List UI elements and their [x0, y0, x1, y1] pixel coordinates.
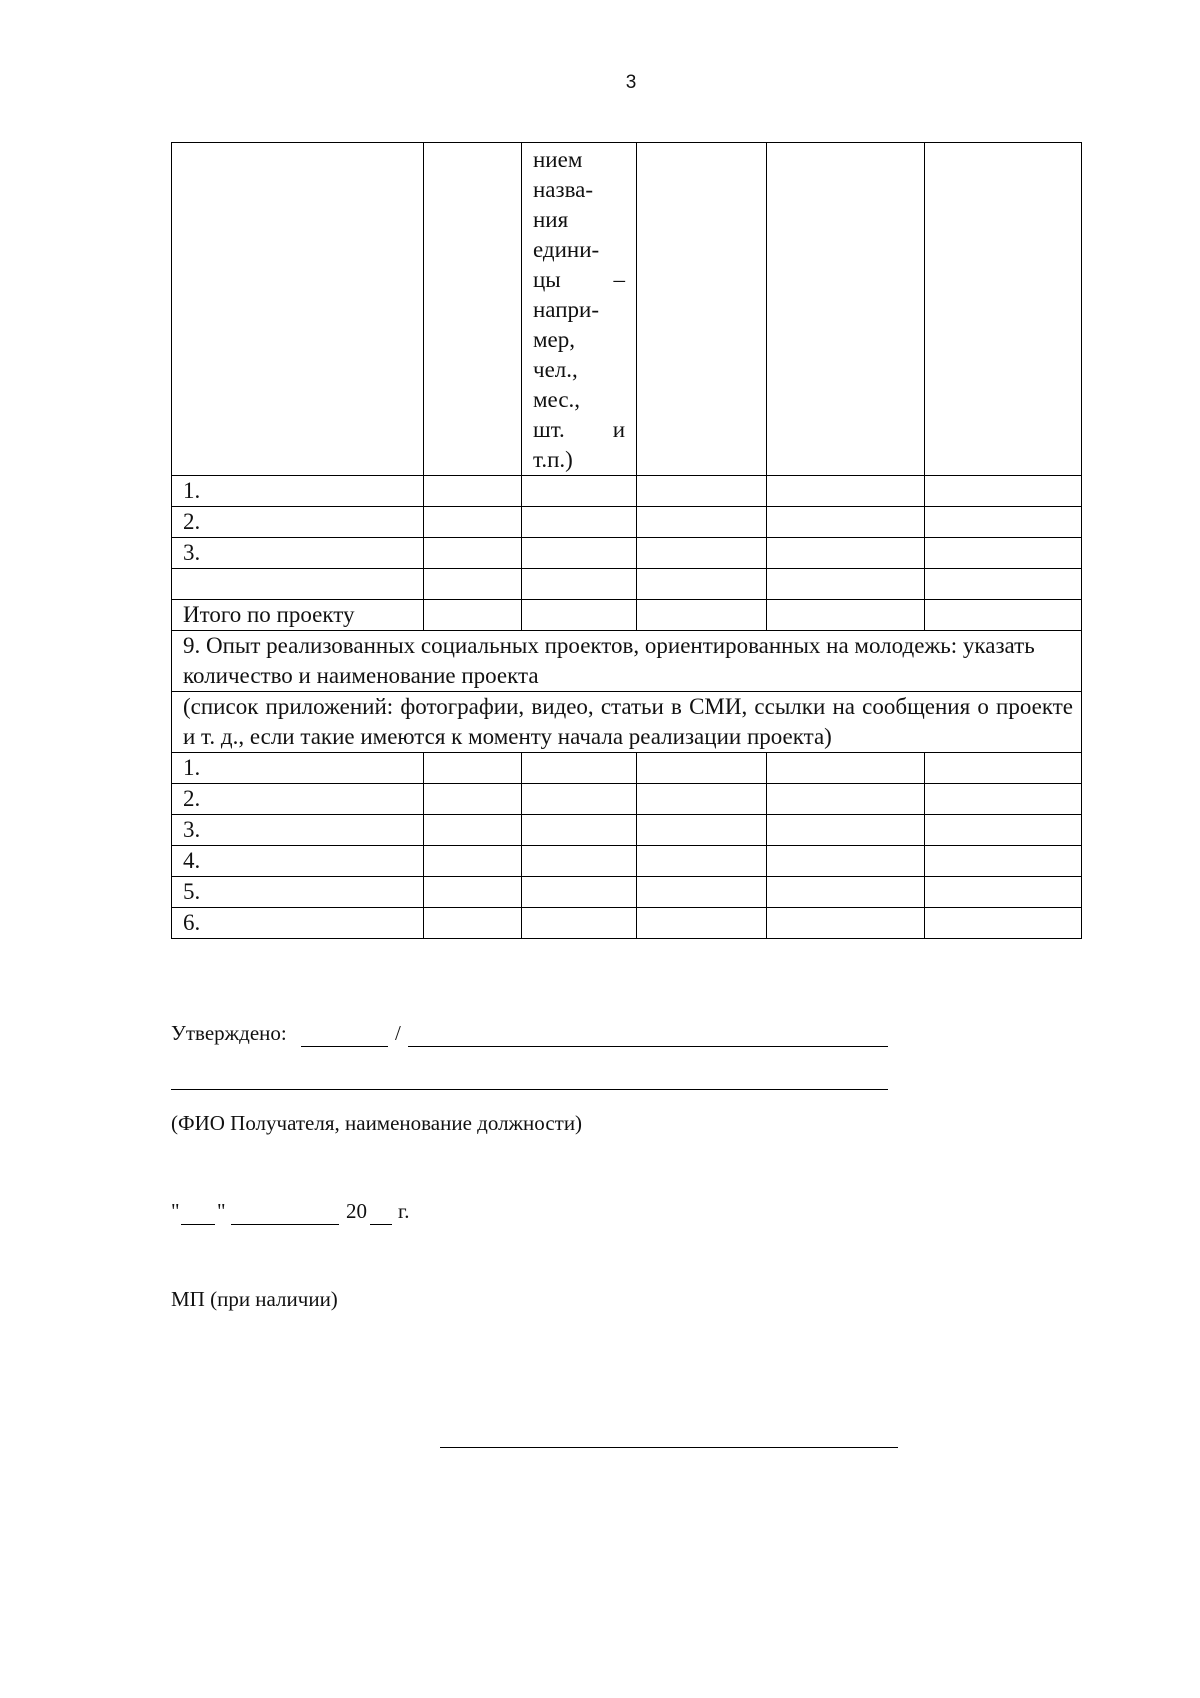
bottom-signature-line[interactable]	[440, 1447, 898, 1448]
total-row	[172, 600, 1082, 631]
table-row	[172, 476, 1082, 507]
date-month-line[interactable]	[231, 1224, 339, 1225]
row-label: 2.	[172, 507, 424, 538]
page-number: 3	[625, 72, 637, 93]
date-day-line[interactable]	[181, 1224, 215, 1225]
table-cell	[172, 143, 424, 476]
unit-description-cell: нием назва- ния едини- цы – напри- мер, чел., мес., шт. и т.п.)	[522, 143, 637, 476]
table-row	[172, 877, 1082, 908]
date-year-line[interactable]	[370, 1224, 392, 1225]
section-9-note: (список приложений: фотографии, видео, статьи в СМИ, ссылки на сообщения о проекте и т. д., если такие имеются к моменту начала реализации проекта)	[172, 692, 1082, 753]
section-9-title-row	[172, 631, 1082, 692]
row-label: 3.	[172, 538, 424, 569]
position-line[interactable]	[171, 1089, 888, 1090]
table-cell	[925, 143, 1082, 476]
project-table	[171, 142, 1082, 939]
row-label: 5.	[172, 877, 424, 908]
year-suffix: г.	[398, 1199, 410, 1223]
row-label	[172, 569, 424, 600]
table-row	[172, 784, 1082, 815]
row-label: 3.	[172, 815, 424, 846]
section-9-note-row	[172, 692, 1082, 753]
table-header-continuation-row	[172, 143, 1082, 476]
total-label: Итого по проекту	[172, 600, 424, 631]
table-row	[172, 753, 1082, 784]
table-row	[172, 908, 1082, 939]
table-row	[172, 846, 1082, 877]
slash-separator: /	[395, 1021, 401, 1045]
approved-label: Утверждено:	[171, 1021, 287, 1045]
stamp-label: МП (при наличии)	[171, 1287, 338, 1311]
table-row	[172, 569, 1082, 600]
table-cell	[637, 143, 767, 476]
table-cell	[767, 143, 925, 476]
row-label: 6.	[172, 908, 424, 939]
date-close-quote: "	[217, 1199, 226, 1223]
signature-line[interactable]	[301, 1046, 388, 1047]
row-label: 1.	[172, 753, 424, 784]
row-label: 2.	[172, 784, 424, 815]
table-row	[172, 538, 1082, 569]
name-line[interactable]	[408, 1046, 888, 1047]
fio-caption: (ФИО Получателя, наименование должности)	[171, 1111, 583, 1135]
date-open-quote: "	[171, 1199, 180, 1223]
section-9-title: 9. Опыт реализованных социальных проектов, ориентированных на молодежь: указать количество и наименование проекта	[172, 631, 1082, 692]
year-prefix: 20	[346, 1199, 367, 1223]
table-cell	[424, 143, 522, 476]
table-row	[172, 507, 1082, 538]
row-label: 4.	[172, 846, 424, 877]
table-row	[172, 815, 1082, 846]
row-label: 1.	[172, 476, 424, 507]
